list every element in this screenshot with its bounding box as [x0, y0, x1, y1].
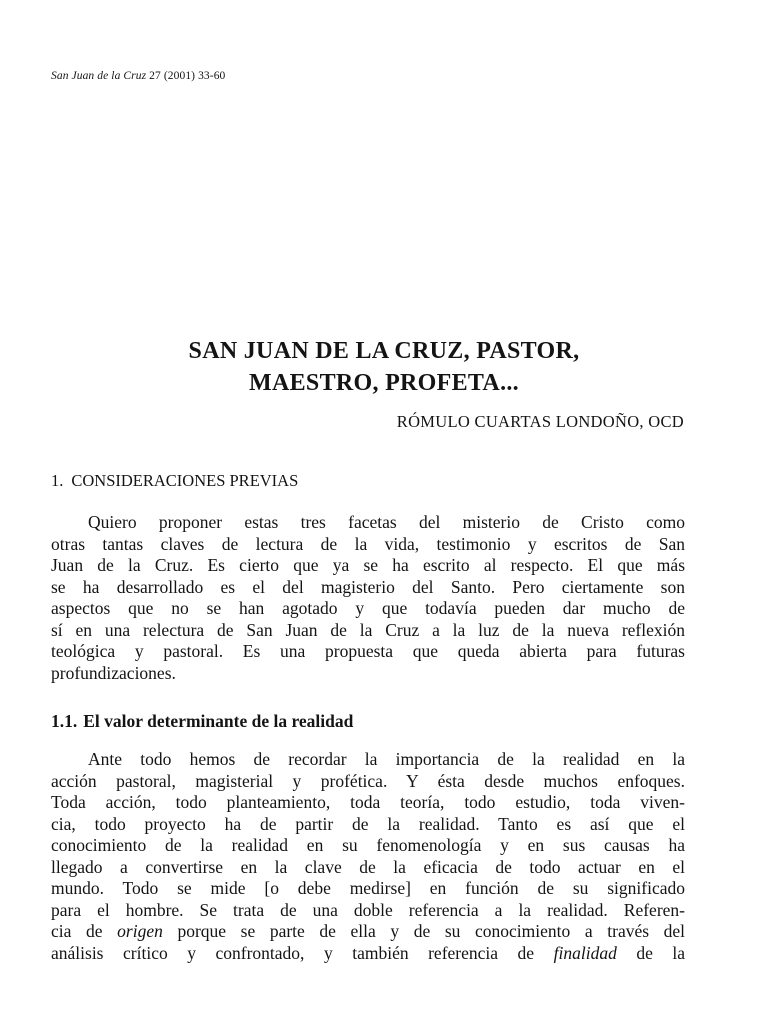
subsection-number: 1.1. — [51, 711, 78, 731]
paragraph-line — [51, 943, 685, 965]
paragraph-line: conocimiento de la realidad en su fenomenología y en sus causas ha — [51, 835, 685, 855]
line-text: análisis crítico y confrontado, y también referencia de — [51, 942, 535, 963]
journal-name: San Juan de la Cruz — [51, 70, 147, 82]
article-title — [0, 335, 768, 399]
paragraph-line: Toda acción, todo planteamiento, toda teoría, todo estudio, toda viven- — [51, 792, 685, 812]
emphasis-origen: origen — [117, 921, 163, 941]
author-name: RÓMULO CUARTAS LONDOÑO, OCD — [396, 412, 684, 431]
paragraph-line — [51, 921, 685, 943]
subsection-title: El valor determinante de la realidad — [83, 711, 354, 731]
section-heading-1 — [51, 471, 298, 491]
paragraph-line: otras tantas claves de lectura de la vida, testimonio y escritos de San — [51, 533, 685, 554]
paragraph-line: Juan de la Cruz. Es cierto que ya se ha escrito al respecto. El que más — [51, 555, 685, 575]
paragraph-realidad — [51, 749, 685, 964]
emphasis-finalidad: finalidad — [553, 942, 617, 963]
volume-year-pages: 27 (2001) 33-60 — [149, 70, 226, 82]
paragraph-line: se ha desarrollado es el del magisterio del Santo. Pero ciertamente son — [51, 576, 685, 597]
paragraph-line: llegado a convertirse en la clave de la eficacia de todo actuar en el — [51, 856, 685, 877]
paragraph-line: para el hombre. Se trata de una doble referencia a la realidad. Referen- — [51, 899, 685, 920]
paragraph-consideraciones — [51, 512, 685, 684]
section-number: 1. — [51, 471, 64, 490]
section-title: CONSIDERACIONES PREVIAS — [71, 471, 299, 490]
subsection-heading-1-1 — [51, 711, 353, 732]
line-text: cia de — [51, 921, 103, 941]
line-text: de la — [636, 942, 685, 963]
paragraph-line: teológica y pastoral. Es una propuesta que queda abierta para futuras — [51, 641, 685, 661]
title-line-2: MAESTRO, PROFETA... — [249, 370, 519, 396]
paragraph-line: mundo. Todo se mide [o debe medirse] en función de su significado — [51, 878, 685, 898]
line-text: porque se parte de ella y de su conocimiento a través del — [177, 921, 685, 941]
paragraph-line: profundizaciones. — [51, 662, 176, 683]
title-line-1: SAN JUAN DE LA CRUZ, PASTOR, — [188, 338, 580, 364]
paragraph-line: cia, todo proyecto ha de partir de la realidad. Tanto es así que el — [51, 813, 685, 834]
paragraph-line: acción pastoral, magisterial y profética. Y ésta desde muchos enfoques. — [51, 770, 685, 791]
paragraph-line: aspectos que no se han agotado y que todavía pueden dar mucho de — [51, 598, 685, 618]
paragraph-line: Quiero proponer estas tres facetas del misterio de Cristo como — [88, 512, 685, 532]
paragraph-line: Ante todo hemos de recordar la importancia de la realidad en la — [88, 749, 685, 769]
running-head — [51, 70, 225, 82]
paragraph-line: sí en una relectura de San Juan de la Cruz a la luz de la nueva reflexión — [51, 619, 685, 640]
